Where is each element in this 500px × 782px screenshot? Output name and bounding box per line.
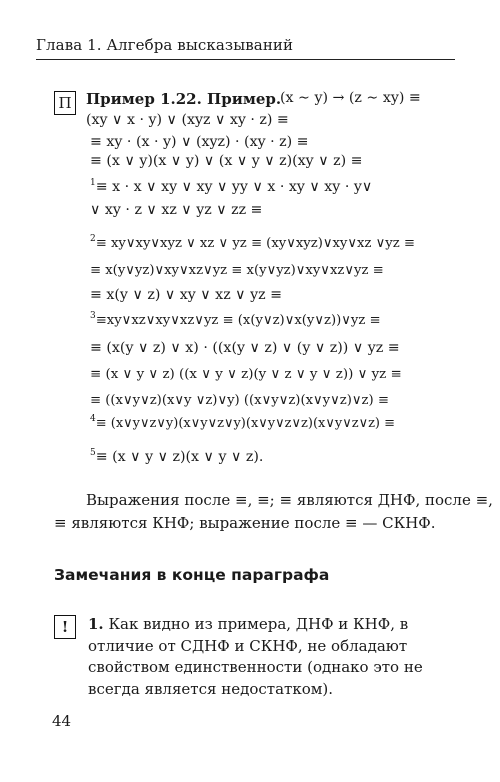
step-mark-2: 2 xyxy=(90,234,96,244)
math-line-1: (xy ∨ x · y) ∨ (xyz ∨ xy · z) ≡ xyxy=(86,112,289,128)
math-line-2: ≡ xy · (x · y) ∨ (xyz) · (xy · z) ≡ xyxy=(90,134,309,150)
step-mark-5: 5 xyxy=(90,448,96,458)
math-line-14: $^5$≡ (x ∨ y ∨ z)(x ∨ y ∨ z). xyxy=(90,448,264,465)
math-line-4: $^1$≡ x · x ∨ xy ∨ xy ∨ yy ∨ x · xy ∨ xy · y∨ xyxy=(90,178,373,195)
math-line-7: ≡ x(y∨yz)∨xy∨xz∨yz ≡ x(y∨yz)∨xy∨xz∨yz ≡ xyxy=(90,263,384,278)
math-line-3: ≡ (x ∨ y)(x ∨ y) ∨ (x ∨ y ∨ z)(xy ∨ z) ≡ xyxy=(90,153,363,169)
paragraph-line-1: Выражения после ≡, ≡; ≡ являются ДНФ, после ≡, xyxy=(86,491,493,509)
step-mark-4: 4 xyxy=(90,414,96,424)
step-mark-1: 1 xyxy=(90,178,96,188)
step-mark-3: 3 xyxy=(90,311,96,321)
math-line-13: $^4$≡ (x∨y∨z∨y)(x∨y∨z∨y)(x∨y∨z∨z)(x∨y∨z∨z) ≡ xyxy=(90,414,396,431)
math-line-0: (x ∼ y) → (z ∼ xy) ≡ xyxy=(280,90,421,106)
section-title: Замечания в конце параграфа xyxy=(54,566,330,584)
paragraph-line-2: ≡ являются КНФ; выражение после ≡ — СКНФ. xyxy=(54,514,436,532)
math-line-12: ≡ ((x∨y∨z)(x∨y ∨z)∨y) ((x∨y∨z)(x∨y∨z)∨z) ≡ xyxy=(90,393,389,408)
example-marker-box: П xyxy=(54,91,76,115)
math-line-8: ≡ x(y ∨ z) ∨ xy ∨ xz ∨ yz ≡ xyxy=(90,287,282,303)
math-line-11: ≡ (x ∨ y ∨ z) ((x ∨ y ∨ z)(y ∨ z ∨ y ∨ z)) ∨ yz ≡ xyxy=(90,367,402,382)
note-number: 1. xyxy=(88,615,104,633)
running-header: Глава 1. Алгебра высказываний xyxy=(36,36,294,54)
math-line-10: ≡ (x(y ∨ z) ∨ x) · ((x(y ∨ z) ∨ (y ∨ z)) ∨ yz ≡ xyxy=(90,340,400,356)
note-marker-box: ! xyxy=(54,615,76,639)
page-number: 44 xyxy=(52,712,72,730)
math-line-9: $^3$≡xy∨xz∨xy∨xz∨yz ≡ (x(y∨z)∨x(y∨z))∨yz ≡ xyxy=(90,311,381,328)
example-title: Пример 1.22. Пример. xyxy=(86,90,282,108)
note-paragraph xyxy=(88,614,460,700)
note-text: Как видно из примера, ДНФ и КНФ, в отличие от СДНФ и СКНФ, не обладают свойством единственности (однако это не всегда является недостатком). xyxy=(88,615,423,698)
math-line-6: $^2$≡ xy∨xy∨xyz ∨ xz ∨ yz ≡ (xy∨xyz)∨xy∨xz ∨yz ≡ xyxy=(90,234,415,251)
header-rule xyxy=(36,59,455,60)
math-line-5: ∨ xy · z ∨ xz ∨ yz ∨ zz ≡ xyxy=(90,202,263,218)
